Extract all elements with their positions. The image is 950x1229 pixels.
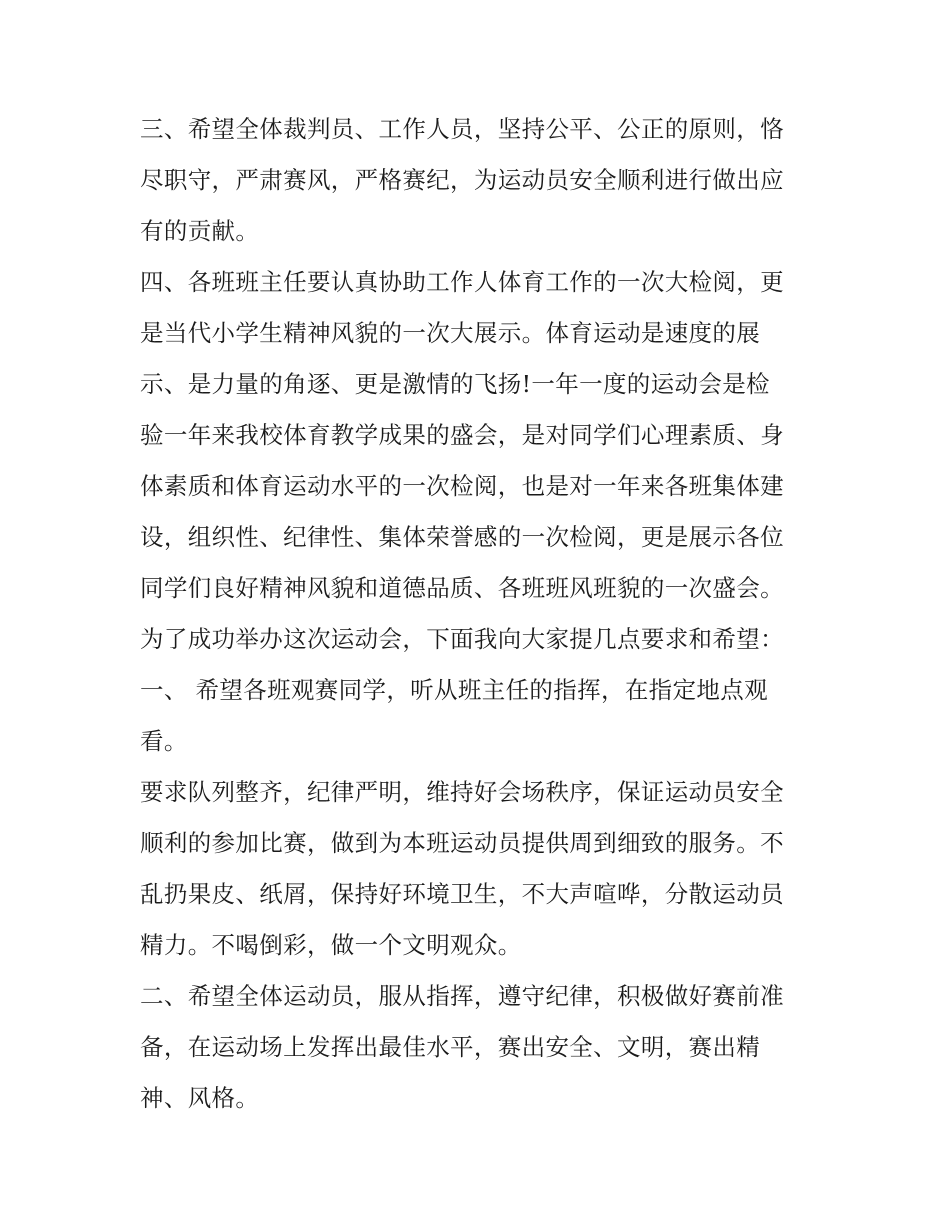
text-line: 同学们良好精神风貌和道德品质、各班班风班貌的一次盛会。 [140,574,784,602]
text-line: 乱扔果皮、纸屑，保持好环境卫生，不大声喧哗，分散运动员 [140,880,784,908]
text-line: 设，组织性、纪律性、集体荣誉感的一次检阅，更是展示各位 [140,523,784,551]
text-line: 示、是力量的角逐、更是激情的飞扬!一年一度的运动会是检 [140,370,770,398]
text-line: 三、希望全体裁判员、工作人员，坚持公平、公正的原则，恪 [140,115,784,143]
text-line: 尽职守，严肃赛风，严格赛纪，为运动员安全顺利进行做出应 [140,166,784,194]
text-line: 有的贡献。 [140,217,260,245]
text-line: 验一年来我校体育教学成果的盛会，是对同学们心理素质、身 [140,421,784,449]
text-line: 一、 希望各班观赛同学，听从班主任的指挥，在指定地点观 [140,676,768,704]
text-line: 是当代小学生精神风貌的一次大展示。体育运动是速度的展 [140,319,761,347]
text-line: 二、希望全体运动员，服从指挥，遵守纪律，积极做好赛前准 [140,982,784,1010]
text-line: 要求队列整齐，纪律严明，维持好会场秩序，保证运动员安全 [140,778,784,806]
text-line: 神、风格。 [140,1084,260,1112]
text-line: 体素质和体育运动水平的一次检阅，也是对一年来各班集体建 [140,472,784,500]
text-line: 备，在运动场上发挥出最佳水平，赛出安全、文明，赛出精 [140,1033,761,1061]
document-body [140,104,815,1124]
text-line: 四、各班班主任要认真协助工作人体育工作的一次大检阅，更 [140,268,784,296]
text-line: 看。 [140,727,188,755]
text-line: 顺利的参加比赛，做到为本班运动员提供周到细致的服务。不 [140,829,784,857]
text-line: 精力。不喝倒彩，做一个文明观众。 [140,931,522,959]
text-line: 为了成功举办这次运动会，下面我向大家提几点要求和希望： [140,625,784,653]
